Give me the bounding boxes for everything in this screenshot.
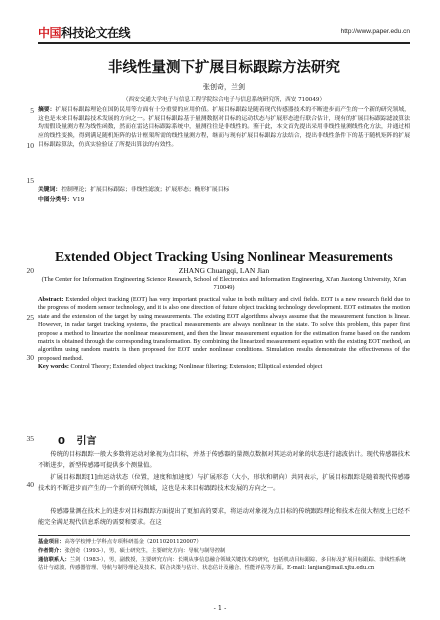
line-number: 35 — [26, 434, 34, 443]
logo-black-text: 科技论文在线 — [61, 26, 131, 40]
abstract-cn-label: 摘要： — [38, 107, 56, 113]
footnote-text: 张创奇（1993-），男，硕士研究生，主要研究方向：导航与制导控制 — [64, 547, 226, 554]
abstract-en-label: Abstract: — [38, 296, 64, 303]
affiliation-cn: （西安交通大学电子与信息工程学院综合电子与信息系统研究所，西安 710049） — [122, 97, 326, 103]
authors-cn: 张创奇，兰剑 — [203, 83, 245, 91]
clc-cn-label: 中图分类号： — [38, 197, 73, 203]
footnote-text: 兰剑（1983-），男，副教授，主要研究方向：长期从事信息融合领域关键技术的研究，包括机动目标跟踪、多目标及扩展目标跟踪、非线性系统估计与滤波、传感器管理、导航与制导理论及技术、联合决策与估计、状态估计及融合、性能评估等方面。E-mail: lanjian@mail.xjtu.edu.cn — [38, 556, 406, 572]
site-url[interactable]: http://www.paper.edu.cn — [340, 28, 410, 35]
header-rule — [38, 42, 410, 44]
line-number: 10 — [26, 141, 34, 150]
paper-title-cn: 非线性量测下扩展目标跟踪方法研究 — [108, 60, 340, 76]
site-header — [38, 24, 410, 40]
footnote-label: 基金项目： — [38, 539, 65, 545]
line-number: 25 — [26, 313, 34, 322]
body-paragraph: 传统的目标跟踪一般大多数将运动对象视为点目标，并基于传感器的量测点数据对其运动对象的状态进行滤波估计。现代传感器技术不断进步，新型传感器可提供多个测量值。 — [38, 451, 410, 470]
line-number: 30 — [26, 353, 34, 362]
keywords-cn-text: 控制理论；扩展目标跟踪；非线性滤波；扩展形态；椭形扩展目标 — [61, 187, 230, 193]
line-number: 15 — [26, 176, 34, 185]
clc-cn-text: V19 — [72, 197, 85, 203]
footnote-text: 高等学校博士学科点专项科研基金（20110201120007） — [64, 539, 202, 545]
footnote-label: 作者简介： — [38, 547, 65, 554]
body-paragraph: 扩展目标跟踪[1]由运动状态（位置，速度和加速度）与扩展形态（大小，形状和朝向）共同表示，扩展目标跟踪是随着现代传感器技术的不断进步而产生的一个新的研究领域，这也是未来目标跟踪技术发展的方向之一。 — [38, 474, 410, 493]
paper-title-en: Extended Object Tracking Using Nonlinear Measurements — [55, 249, 393, 264]
section-heading — [58, 432, 96, 447]
authors-en: ZHANG Chuangqi, LAN Jian — [178, 266, 270, 275]
footnote-label: 通信联系人： — [38, 556, 70, 563]
affiliation-en: (The Center for Information Engineering Science Research, School of Electronics and Information Engineering, Xi'an Jiaotong University, Xi'an 710049) — [41, 276, 407, 291]
site-logo — [38, 24, 130, 41]
footnote-contact — [38, 556, 410, 574]
abstract-cn — [38, 106, 410, 150]
keywords-en-text: Control Theory; Extended object tracking; Nonlinear filtering; Extension; Elliptical extended object — [70, 363, 323, 371]
line-number: 40 — [26, 480, 34, 489]
page-number: - 1 - — [213, 604, 227, 612]
abstract-cn-text: 扩展目标跟踪理论在国防民用等方面有十分重要的应用价值。扩展目标跟踪是随着现代传感器技术的不断进步而产生的一个新的研究领域，这也是未来目标跟踪技术发展的方向之一。扩展目标跟踪基于量测数据对目标的运动状态与扩展形态进行联合估计，现有的扩展目标跟踪滤波算法均需假设量测方程为线性函数，然而在雷达目标跟踪系统中，量测往往是非线性的。鉴于此，本文首先提出采用非线性量测线性化方法，并通过相应的线性变换，得到满足随机矩阵的估计框架所需的线性量测方程，继而与现有扩展目标跟踪方法结合，提出非线性条件下的基于随机矩阵的扩展目标跟踪算法，仿真实验验证了所提出算法的有效性。 — [38, 107, 410, 148]
line-number: 5 — [30, 106, 34, 115]
logo-red-text: 中国 — [38, 26, 62, 40]
section-title: 引言 — [76, 436, 97, 447]
footnote-author — [38, 547, 410, 556]
section-number: 0 — [58, 436, 65, 447]
footnote-rule — [38, 535, 410, 536]
abstract-en-text: Extended object tracking (EOT) has very important practical value in both military and civil fields. EOT is a new research field due to the progress of modern sensor technology, and it is also one direction of future object tracking technology development. EOT estimates the motion state and the extension of the target by using measurements. The existing EOT algorithms always assume that the measurement function is linear. However, in radar target tracking systems, the practical measurements are always nonlinear in the state. To solve this problem, this paper first propose a method to linearize the nonlinear measurement, and then the linear measurement equation for the estimation frame based on the random matrix is obtained through the corresponding transformation. By combining the linearized measurement equation with the existing EOT method, an algorithm using random matrix is then proposed for EOT under nonlinear conditions. Simulation results demonstrate the effectiveness of the proposed method. — [38, 296, 411, 362]
footnotes — [38, 538, 410, 573]
footnote-funding — [38, 538, 410, 547]
keywords-en-label: Key words: — [38, 363, 69, 371]
keywords-cn — [38, 186, 410, 195]
keywords-cn-label: 关键词： — [38, 187, 62, 193]
body-paragraph: 传感器量测在技术上的进步对目标跟踪方面提出了更加高的要求，将运动对象视为点目标的传统跟踪理论和技术在很大程度上已经不能完全满足现代信息系统的需要和要求。在这 — [38, 508, 410, 527]
line-number: 20 — [26, 266, 34, 275]
clc-cn — [38, 196, 410, 205]
abstract-en — [38, 296, 410, 372]
